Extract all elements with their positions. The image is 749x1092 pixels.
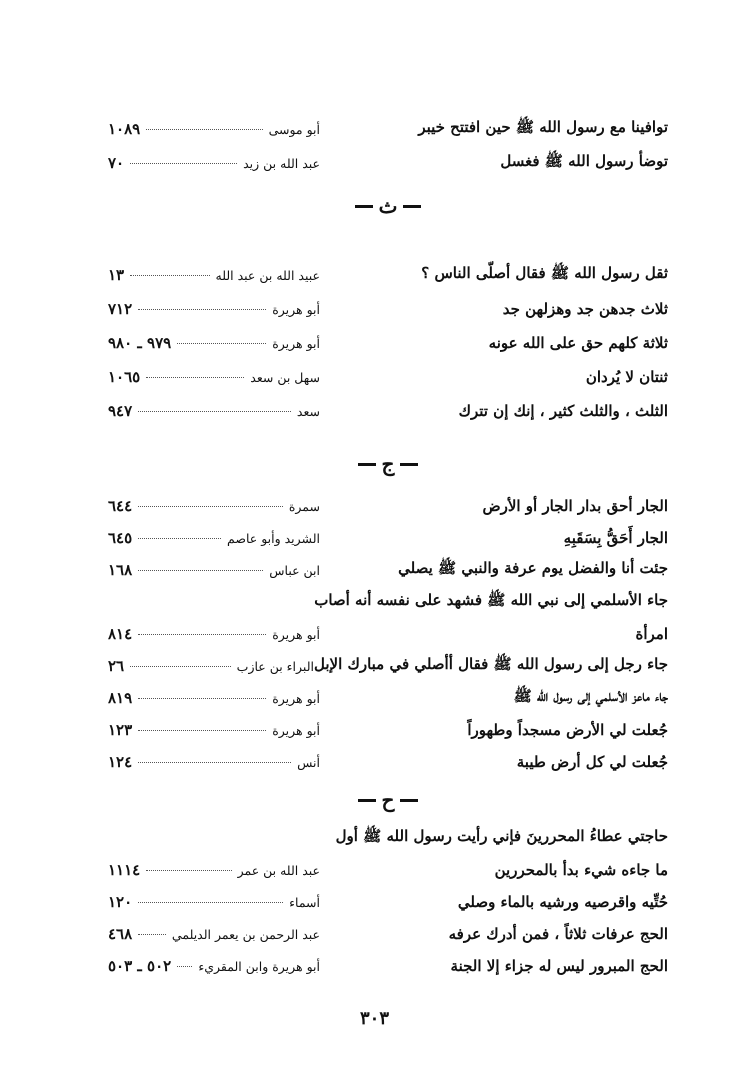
heading-dash — [358, 799, 376, 802]
hadith-text: امرأة — [635, 625, 668, 643]
leader-dots — [138, 634, 266, 635]
narrator: أبو هريرة — [272, 336, 320, 351]
hadith-text: ثقل رسول الله ﷺ فقال أصلّى الناس ؟ — [421, 264, 668, 282]
index-entry — [108, 714, 668, 746]
hadith-number: ٨١٩ — [108, 689, 133, 707]
hadith-text: ما جاءه شيء بدأ بالمحررين — [494, 861, 668, 879]
hadith-number: ١٣ — [108, 266, 125, 284]
index-entry — [108, 522, 668, 554]
leader-dots — [138, 538, 221, 539]
reference — [108, 368, 320, 386]
leader-dots — [146, 870, 231, 871]
heading-dash — [400, 799, 418, 802]
reference — [108, 154, 320, 172]
hadith-number: ٨١٤ — [108, 625, 133, 643]
hadith-text: جُعلت لي كل أرض طيبة — [516, 753, 668, 771]
index-entry — [108, 650, 668, 682]
hadith-text: ثلاثة كلهم حق على الله عونه — [488, 334, 668, 352]
index-entry — [108, 682, 668, 714]
index-entry-continued — [108, 586, 668, 618]
index-entry — [108, 490, 668, 522]
narrator: أبو هريرة وابن المقريء — [198, 959, 320, 974]
section-letter: ج — [381, 452, 395, 476]
narrator: أبو موسى — [268, 122, 320, 137]
hadith-text: جاء ماعز الأسلمي إلى رسول الله ﷺ — [513, 687, 668, 705]
hadith-number: ١١١٤ — [108, 861, 141, 879]
reference — [108, 497, 320, 515]
reference — [108, 334, 320, 352]
leader-dots — [130, 163, 237, 164]
reference — [108, 925, 320, 943]
narrator: أنس — [297, 755, 320, 770]
section-letter: ح — [381, 788, 395, 812]
hadith-number: ٧١٢ — [108, 300, 133, 318]
hadith-number: ٤٦٨ — [108, 925, 133, 943]
hadith-text: ثنتان لا يُردان — [585, 368, 668, 386]
leader-dots — [177, 343, 266, 344]
hadith-number: ١٢٤ — [108, 753, 133, 771]
hadith-text: جاء رجل إلى رسول الله ﷺ فقال أأصلي في مبارك الإبل — [314, 655, 668, 673]
index-entry — [108, 258, 668, 292]
heading-dash — [358, 463, 376, 466]
section-letter: ث — [378, 194, 398, 218]
reference — [108, 957, 320, 975]
index-entry — [108, 394, 668, 428]
narrator: أبو هريرة — [272, 691, 320, 706]
narrator: عبيد الله بن عبد الله — [215, 268, 320, 283]
leader-dots — [138, 309, 266, 310]
hadith-text: حاجتي عطاءُ المحررينَ فإني رأيت رسول الله ﷺ أول — [335, 827, 668, 845]
hadith-number: ٦٤٤ — [108, 497, 133, 515]
hadith-text: الثلث ، والثلث كثير ، إنك إن تترك — [458, 402, 668, 420]
narrator: أسماء — [289, 895, 320, 910]
heading-dash — [403, 205, 421, 208]
hadith-number: ٦٤٥ — [108, 529, 133, 547]
narrator: سهل بن سعد — [250, 370, 320, 385]
reference — [108, 753, 320, 771]
narrator: الشريد وأبو عاصم — [227, 531, 320, 546]
reference — [108, 893, 320, 911]
hadith-number: ٩٤٧ — [108, 402, 133, 420]
reference — [108, 689, 320, 707]
narrator: سعد — [296, 404, 320, 419]
index-entry — [108, 326, 668, 360]
narrator: عبد الله بن عمر — [237, 863, 320, 878]
leader-dots — [138, 570, 263, 571]
narrator: عبد الله بن زيد — [243, 156, 320, 171]
hadith-number: ٧٠ — [108, 154, 125, 172]
leader-dots — [146, 129, 262, 130]
narrator: البراء بن عازب — [236, 659, 314, 674]
hadith-number: ١٢٠ — [108, 893, 133, 911]
hadith-text: الحج المبرور ليس له جزاء إلا الجنة — [450, 957, 668, 975]
reference — [108, 657, 314, 675]
hadith-number: ١٠٦٥ — [108, 368, 141, 386]
leader-dots — [138, 506, 283, 507]
hadith-number: ٩٧٩ ـ ٩٨٠ — [108, 334, 172, 352]
leader-dots — [138, 902, 283, 903]
reference — [108, 266, 320, 284]
hadith-number: ٢٦ — [108, 657, 125, 675]
hadith-number: ١٦٨ — [108, 561, 133, 579]
index-entry — [108, 360, 668, 394]
reference — [108, 561, 320, 579]
index-entry — [108, 112, 668, 146]
index-entry — [108, 146, 668, 180]
index-entry — [108, 292, 668, 326]
leader-dots — [177, 966, 192, 967]
reference — [108, 402, 320, 420]
narrator: أبو هريرة — [272, 302, 320, 317]
section-heading — [108, 438, 668, 490]
leader-dots — [138, 934, 166, 935]
hadith-text: جئت أنا والفضل يوم عرفة والنبي ﷺ يصلي — [398, 559, 668, 577]
narrator: عبد الرحمن بن يعمر الديلمي — [171, 927, 320, 942]
index-entry-continued — [108, 822, 668, 854]
leader-dots — [138, 762, 291, 763]
leader-dots — [138, 730, 266, 731]
page-number: ٣٠٣ — [359, 1008, 389, 1029]
leader-dots — [146, 377, 244, 378]
narrator: سمرة — [288, 499, 320, 514]
reference — [108, 861, 320, 879]
leader-dots — [130, 275, 209, 276]
hadith-text: الجار أحق بدار الجار أو الأرض — [482, 497, 668, 515]
leader-dots — [130, 666, 231, 667]
narrator: أبو هريرة — [272, 627, 320, 642]
reference — [108, 300, 320, 318]
hadith-number: ٥٠٢ ـ ٥٠٣ — [108, 957, 172, 975]
index-entry — [108, 918, 668, 950]
narrator: أبو هريرة — [272, 723, 320, 738]
hadith-number: ١٢٣ — [108, 721, 133, 739]
reference — [108, 625, 320, 643]
hadith-text: توضأ رسول الله ﷺ فغسل — [500, 152, 668, 170]
hadith-text: حُتِّيه واقرصيه ورشيه بالماء وصلي — [457, 893, 668, 911]
index-entry — [108, 618, 668, 650]
hadith-text: الحج عرفات ثلاثاً ، فمن أدرك عرفه — [448, 925, 668, 943]
heading-dash — [400, 463, 418, 466]
index-entry — [108, 746, 668, 778]
index-entry — [108, 854, 668, 886]
index-entry — [108, 886, 668, 918]
hadith-text: جاء الأسلمي إلى نبي الله ﷺ فشهد على نفسه أنه أصاب — [314, 591, 668, 609]
hadith-text: جُعلت لي الأرض مسجداً وطهوراً — [467, 721, 668, 739]
heading-dash — [355, 205, 373, 208]
index-entry — [108, 950, 668, 982]
reference — [108, 721, 320, 739]
hadith-text: الجار أَحَقُّ بِسَقَبِهِ — [563, 529, 668, 547]
hadith-text: توافينا مع رسول الله ﷺ حين افتتح خيبر — [418, 118, 668, 136]
index-entry — [108, 554, 668, 586]
reference — [108, 529, 320, 547]
leader-dots — [138, 698, 266, 699]
hadith-text: ثلاث جدهن جد وهزلهن جد — [502, 300, 668, 318]
narrator: ابن عباس — [269, 563, 320, 578]
section-heading — [108, 180, 668, 232]
section-heading — [108, 778, 668, 822]
hadith-index — [108, 112, 668, 982]
hadith-number: ١٠٨٩ — [108, 120, 141, 138]
leader-dots — [138, 411, 291, 412]
reference — [108, 120, 320, 138]
